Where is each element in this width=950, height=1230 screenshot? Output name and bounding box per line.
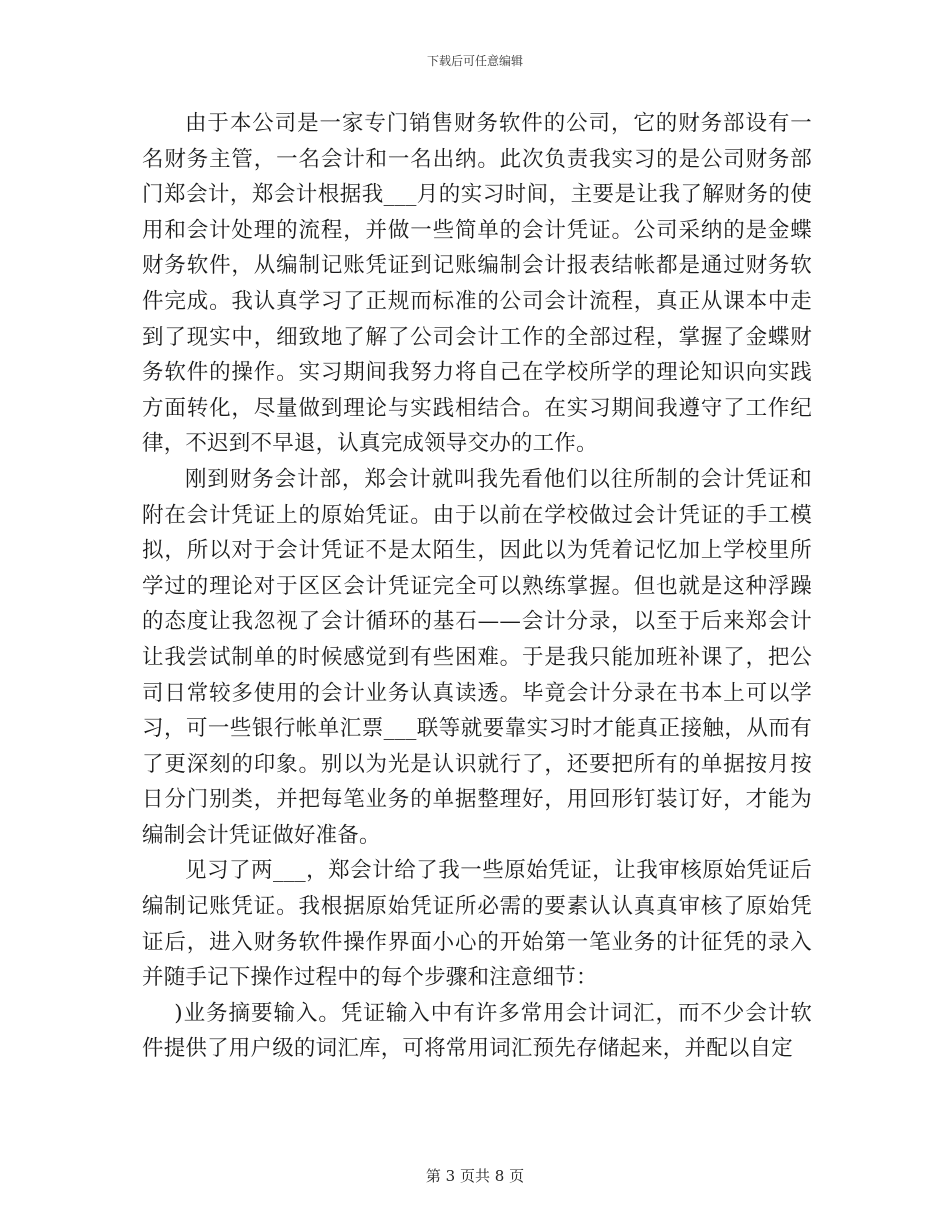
paragraph-1: 由于本公司是一家专门销售财务软件的公司，它的财务部设有一名财务主管，一名会计和一名出纳。此次负责我实习的是公司财务部门郑会计，郑会计根据我___月的实习时间，主要是让我了解财务的使用和会计处理的流程，并做一些简单的会计凭证。公司采纳的是金蝶财务软件，从编制记账凭证到记账编制会计报表结帐都是通过财务软件完成。我认真学习了正规而标准的公司会计流程，真正从课本中走到了现实中，细致地了解了公司会计工作的全部过程，掌握了金蝶财务软件的操作。实习期间我努力将自己在学校所学的理论知识向实践方面转化，尽量做到理论与实践相结合。在实习期间我遵守了工作纪律，不迟到不早退，认真完成领导交办的工作。: [142, 111, 812, 457]
page-header: 下载后可任意编辑: [426, 54, 523, 68]
page-number-footer: 第 3 页共 8 页: [425, 1167, 525, 1185]
paragraph-2: 刚到财务会计部，郑会计就叫我先看他们以往所制的会计凭证和附在会计凭证上的原始凭证。由于以前在学校做过会计凭证的手工模拟，所以对于会计凭证不是太陌生，因此以为凭着记忆加上学校里所学过的理论对于区区会计凭证完全可以熟练掌握。但也就是这种浮躁的态度让我忽视了会计循环的基石——会计分录，以至于后来郑会计让我尝试制单的时候感觉到有些困难。于是我只能加班补课了，把公司日常较多使用的会计业务认真读透。毕竟会计分录在书本上可以学习，可一些银行帐单汇票___联等就要靠实习时才能真正接触，从而有了更深刻的印象。别以为光是认识就行了，还要把所有的单据按月按日分门别类，并把每笔业务的单据整理好，用回形钉装订好，才能为编制会计凭证做好准备。: [142, 466, 812, 848]
paragraph-3: 见习了两___，郑会计给了我一些原始凭证，让我审核原始凭证后编制记账凭证。我根据原始凭证所必需的要素认认真真审核了原始凭证后，进入财务软件操作界面小心的开始第一笔业务的计征凭的录入并随手记下操作过程中的每个步骤和注意细节：: [142, 858, 812, 991]
document-body: [142, 106, 812, 1067]
paragraph-4: )业务摘要输入。凭证输入中有许多常用会计词汇，而不少会计软件提供了用户级的词汇库，可将常用词汇预先存储起来，并配以自定: [142, 1000, 812, 1062]
